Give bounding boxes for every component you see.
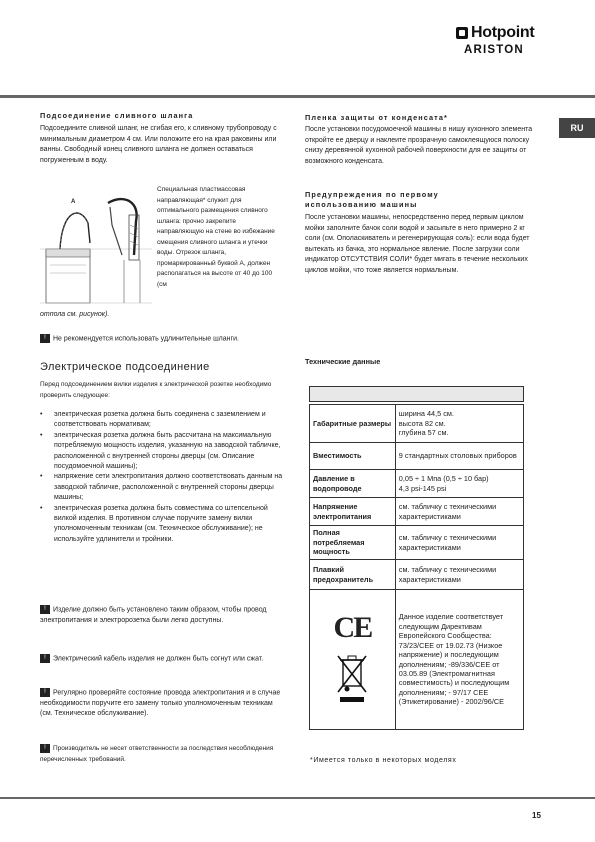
table-row <box>310 560 524 590</box>
footer-rule <box>0 797 595 799</box>
table-key: Плавкий предохранитель <box>310 560 396 590</box>
table-value: см. табличку с техническими характеристиками <box>395 526 523 560</box>
brand-name: Hotpoint <box>471 24 535 41</box>
brand-sub: ARISTON <box>464 44 524 56</box>
warning-icon: ! <box>40 744 50 753</box>
list-item: • электрическая розетка должна быть совместима со штепсельной вилкой изделия. В противном случае поручите замену вилки уполномоченным техникам (см. Техническое обслуживание); не используйте удлинители и тройники. <box>40 504 284 546</box>
technical-data-title: Технические данные <box>305 357 381 366</box>
drain-hose-figure <box>40 185 152 310</box>
table-header-bar <box>309 386 524 402</box>
condensation-text: После установки посудомоечной машины в нишу кухонного элемента откройте ее дверцу и наклеите прозрачную самоклеящуюся полоску снизу деревянной кухонной рабочей поверхности для ее защиты от возможного конденсата. <box>305 126 533 165</box>
drain-text: Подсоедините сливной шланг, не сгибая его, к сливному трубопроводу с минимальным диаметром 4 см. Или положите его на края раковины или ванны. Свободный конец сливного шланга не должен оставаться погруженным в воду. <box>40 125 277 164</box>
table-row <box>310 443 524 470</box>
table-key: Полная потребляемая мощность <box>310 526 396 560</box>
page-number: 15 <box>532 811 541 820</box>
table-value: см. табличку с техническими характеристиками <box>395 560 523 590</box>
footnote: *Имеется только в некоторых моделях <box>310 757 457 764</box>
table-value: 0,05 ÷ 1 Mпa (0,5 ÷ 10 бар) 4,3 psi-145 psi <box>395 470 523 498</box>
electrical-checklist <box>40 410 284 545</box>
warning-icon: ! <box>40 334 50 343</box>
header-rule <box>0 95 595 98</box>
table-value: ширина 44,5 см. высота 82 см. глубина 57 см. <box>395 405 523 443</box>
table-row <box>310 470 524 498</box>
first-use-text: После установки машины, непосредственно перед первым циклом мойки заполните бачок соли водой и засыпьте в него примерно 2 кг соли (см. Ополаскиватель и регенерирующая соль): если вода будет вытекать из бачка, это нормальное явление. После загрузки соли индикатор ОТСУТСТВИЯ СОЛИ* будет мигать в течение нескольких циклов мойки, что тоже является нормальным. <box>305 214 530 274</box>
condensation-title: Пленка защиты от конденсата* <box>305 113 448 122</box>
list-item: • напряжение сети электропитания должно соответствовать данным на заводской табличке, расположенной с внутренней стороны дверцы машины; <box>40 472 284 503</box>
first-use-title: Предупреждения по первому использованию машины <box>305 190 439 209</box>
table-row <box>310 526 524 560</box>
warning-accessible-plug: ! Изделие должно быть установлено таким образом, чтобы провод электропитания и электророзетка были легко доступны. <box>40 606 267 624</box>
list-item: • электрическая розетка должна быть соединена с заземлением и соответствовать нормативам; <box>40 410 284 431</box>
table-value: см. табличку с техническими характеристиками <box>395 498 523 526</box>
directives-text: Данное изделие соответствует следующим Директивам Европейского Сообщества: 73/23/CEE от 19.02.73 (Низкое напряжение) и последующим дополнениям; -89/336/CEE от 03.05.89 (Электромагнитная совместимость) и последующим дополнениям; - 97/17 CEE (Этикетирование) - 2002/96/CE <box>395 590 523 730</box>
ce-mark: CE <box>333 611 372 645</box>
table-row <box>310 405 524 443</box>
conformity-marks-cell <box>310 590 396 730</box>
table-row <box>310 590 524 730</box>
weee-bin-icon <box>335 654 369 704</box>
brand-logo <box>456 24 556 56</box>
figure-caption: отпола см. рисунок). <box>40 311 110 318</box>
hotpoint-logo-icon <box>456 27 468 39</box>
warning-cable-bent: ! Электрический кабель изделия не должен быть согнут или сжат. <box>40 654 286 665</box>
technical-data-table <box>309 404 524 730</box>
table-value: 9 стандартных столовых приборов <box>395 443 523 470</box>
warning-icon: ! <box>40 605 50 614</box>
table-key: Габаритные размеры <box>310 405 396 443</box>
electrical-title: Электрическое подсоединение <box>40 361 210 373</box>
list-item: • электрическая розетка должна быть рассчитана на максимальную потребляемую мощность изделия, указанную на заводской табличке, расположенной с внутренней стороны дверцы (см. Описание посудомоечной машины); <box>40 431 284 473</box>
table-row <box>310 498 524 526</box>
electrical-intro: Перед подсоединением вилки изделия к электрической розетке необходимо проверить следующее: <box>40 381 272 399</box>
warning-extension-hoses: ! Не рекомендуется использовать удлинительные шланги. <box>40 334 286 345</box>
table-key: Вместимость <box>310 443 396 470</box>
warning-icon: ! <box>40 688 50 697</box>
drain-title: Подсоединение сливного шланга <box>40 111 194 120</box>
warning-check-cable: ! Регулярно проверяйте состояние провода электропитания и в случае необходимости поручите его замену только уполномоченным техникам (см. Техническое обслуживание). <box>40 689 281 718</box>
figure-description: Специальная пластмассовая направляющая* служит для оптимального размещения сливного шланга: прочно закрепите направляющую на стене во избежание смещения сливного шланга и утечки воды. Отрезок шланга, промаркированный буквой А, должен располагаться на высоте от 40 до 100 (см <box>157 186 275 288</box>
warning-icon: ! <box>40 654 50 663</box>
warning-liability: ! Производитель не несет ответственности за последствия несоблюдения перечисленных требований. <box>40 745 274 763</box>
language-tab: RU <box>559 118 595 138</box>
table-key: Давление в водопроводе <box>310 470 396 498</box>
table-key: Напряжение электропитания <box>310 498 396 526</box>
figure-label-a: A <box>71 199 76 205</box>
